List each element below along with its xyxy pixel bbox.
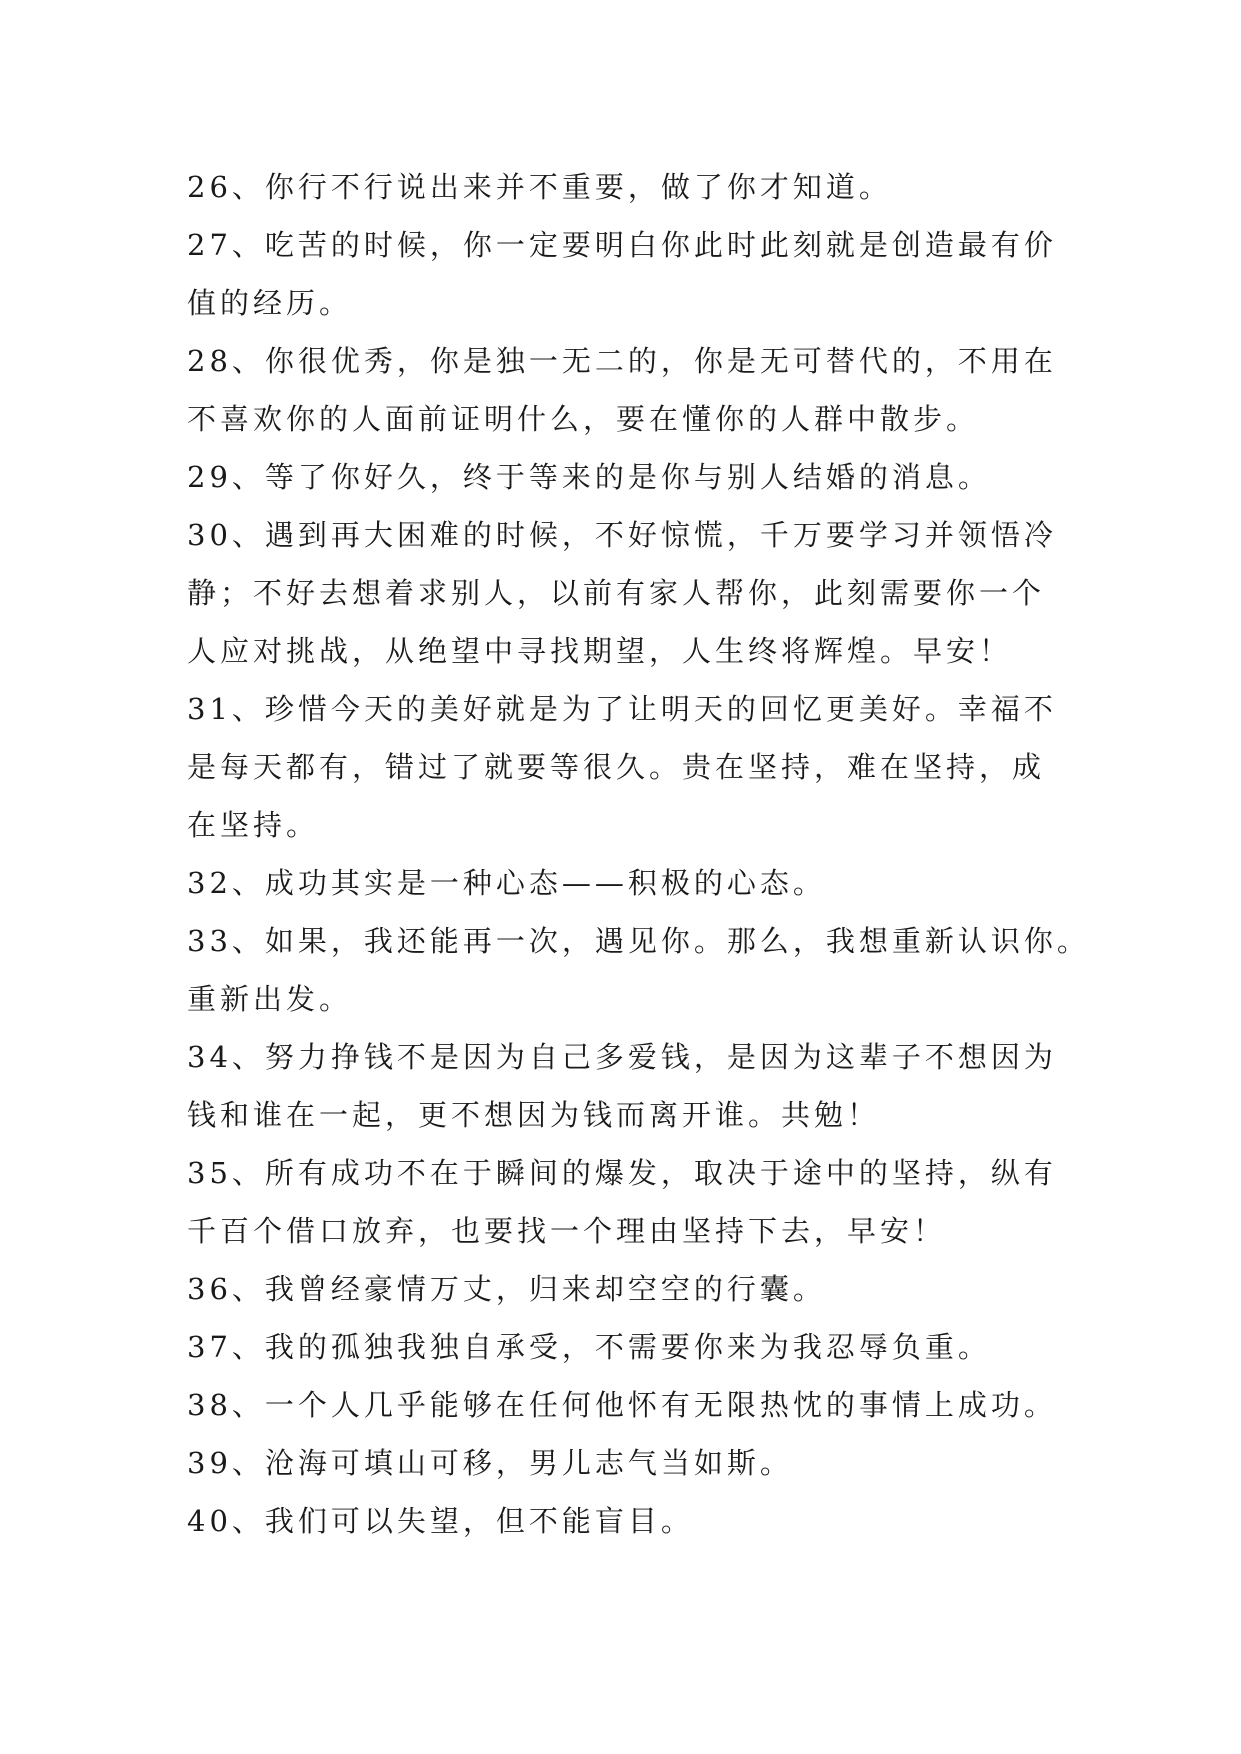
text-line: 人应对挑战，从绝望中寻找期望，人生终将辉煌。早安！: [187, 634, 1013, 668]
text-line: 28、你很优秀，你是独一无二的，你是无可替代的，不用在: [187, 344, 1057, 378]
text-line: 31、珍惜今天的美好就是为了让明天的回忆更美好。幸福不: [187, 692, 1057, 726]
text-line: 33、如果，我还能再一次，遇见你。那么，我想重新认识你。: [187, 924, 1090, 958]
text-line: 37、我的孤独我独自承受，不需要你来为我忍辱负重。: [187, 1330, 991, 1364]
text-line: 值的经历。: [187, 286, 353, 320]
text-line: 静；不好去想着求别人，以前有家人帮你，此刻需要你一个: [187, 576, 1046, 610]
text-line: 35、所有成功不在于瞬间的爆发，取决于途中的坚持，纵有: [187, 1156, 1057, 1190]
text-line: 27、吃苦的时候，你一定要明白你此时此刻就是创造最有价: [187, 228, 1057, 262]
text-line: 钱和谁在一起，更不想因为钱而离开谁。共勉！: [187, 1098, 881, 1132]
text-line: 在坚持。: [187, 808, 320, 842]
text-line: 是每天都有，错过了就要等很久。贵在坚持，难在坚持，成: [187, 750, 1046, 784]
text-line: 34、努力挣钱不是因为自己多爱钱，是因为这辈子不想因为: [187, 1040, 1057, 1074]
text-line: 30、遇到再大困难的时候，不好惊慌，千万要学习并领悟冷: [187, 518, 1057, 552]
text-line: 38、一个人几乎能够在任何他怀有无限热忱的事情上成功。: [187, 1388, 1057, 1422]
text-line: 32、成功其实是一种心态——积极的心态。: [187, 866, 826, 900]
text-line: 29、等了你好久，终于等来的是你与别人结婚的消息。: [187, 460, 991, 494]
text-line: 36、我曾经豪情万丈，归来却空空的行囊。: [187, 1272, 826, 1306]
text-line: 不喜欢你的人面前证明什么，要在懂你的人群中散步。: [187, 402, 980, 436]
text-line: 千百个借口放弃，也要找一个理由坚持下去，早安！: [187, 1214, 947, 1248]
text-line: 重新出发。: [187, 982, 353, 1016]
text-line: 40、我们可以失望，但不能盲目。: [187, 1504, 694, 1538]
document-body: [187, 158, 1090, 1550]
text-line: 26、你行不行说出来并不重要，做了你才知道。: [187, 170, 892, 204]
text-line: 39、沧海可填山可移，男儿志气当如斯。: [187, 1446, 793, 1480]
